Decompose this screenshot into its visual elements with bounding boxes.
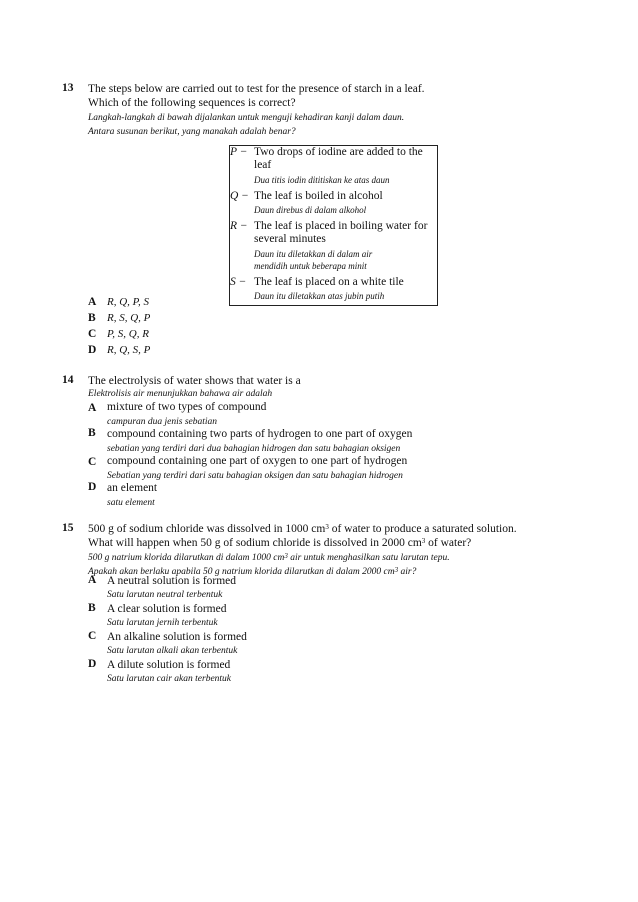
- option-text: R, Q, S, P: [107, 344, 151, 356]
- option-text-my: sebatian yang terdiri dari dua bahagian hidrogen dan satu bahagian oksigen: [107, 444, 401, 454]
- option-text-my: campuran dua jenis sebatian: [107, 417, 218, 427]
- option-text-en: mixture of two types of compound: [107, 401, 267, 413]
- step-text-en: Two drops of iodine are added to the: [254, 146, 423, 158]
- stem-my-line: Elektrolisis air menunjukkan bahawa air adalah: [88, 389, 273, 399]
- option-label: C: [88, 630, 97, 642]
- option-label: B: [88, 312, 96, 324]
- option-label: D: [88, 481, 97, 493]
- option-text: P, S, Q, R: [107, 328, 149, 340]
- question-stem: [88, 82, 588, 138]
- question-stem: [88, 374, 588, 400]
- question-number: 13: [62, 82, 74, 94]
- step-label: Q −: [230, 190, 249, 202]
- option-label: A: [88, 574, 97, 586]
- step-text-my: Daun direbus di dalam alkohol: [254, 205, 367, 215]
- step-row: [230, 186, 438, 216]
- step-label: P −: [230, 146, 248, 158]
- step-label: R −: [230, 220, 248, 232]
- stem-my-line: Langkah-langkah di bawah dijalankan untuk menguji kehadiran kanji dalam daun.: [88, 113, 405, 123]
- option-label: D: [88, 344, 97, 356]
- option-text-en: compound containing two parts of hydrogen to one part of oxygen: [107, 428, 413, 440]
- option-label: A: [88, 402, 97, 414]
- stem-my-line: Apakah akan berlaku apabila 50 g natrium klorida dilarutkan di dalam 2000 $cm^3$ air?: [88, 566, 417, 577]
- option-text-my: Sebatian yang terdiri dari satu bahagian oksigen dan satu bahagian hidrogen: [107, 471, 403, 481]
- option-label: B: [88, 602, 96, 614]
- step-row: [230, 272, 438, 306]
- stem-en-line: The electrolysis of water shows that water is a: [88, 375, 301, 387]
- option-text: R, Q, P, S: [107, 296, 149, 308]
- step-row: [230, 146, 438, 187]
- stem-en-line: Which of the following sequences is correct?: [88, 97, 296, 109]
- option-text-my: Satu larutan jernih terbentuk: [107, 618, 218, 628]
- option-text-en: compound containing one part of oxygen to one part of hydrogen: [107, 455, 408, 467]
- stem-en-line: What will happen when 50 g of sodium chloride is dissolved in 2000 $cm^3$ of water?: [88, 537, 472, 549]
- step-text-en: several minutes: [254, 233, 326, 245]
- step-text-en: The leaf is placed in boiling water for: [254, 220, 428, 232]
- option-label: D: [88, 658, 97, 670]
- step-text-en: The leaf is placed on a white tile: [254, 276, 404, 288]
- question-stem: [88, 522, 588, 578]
- option-text-my: satu element: [107, 498, 155, 508]
- question-number: 15: [62, 522, 74, 534]
- step-text-my: mendidih untuk beberapa minit: [254, 261, 367, 271]
- option-text-en: A neutral solution is formed: [107, 575, 237, 587]
- stem-my-line: 500 g natrium klorida dilarutkan di dalam 1000 $cm^3$ air untuk menghasilkan satu larutan tepu.: [88, 552, 450, 563]
- stem-my-line: Antara susunan berikut, yang manakah adalah benar?: [88, 127, 296, 137]
- option-text-en: an element: [107, 482, 158, 494]
- question-number: 14: [62, 374, 74, 386]
- stem-en-line: The steps below are carried out to test for the presence of starch in a leaf.: [88, 83, 425, 95]
- option-label: B: [88, 427, 96, 439]
- option-label: A: [88, 296, 97, 308]
- stem-en-line: 500 g of sodium chloride was dissolved in 1000 $cm^3$ of water to produce a saturated solution.: [88, 523, 517, 535]
- option-label: C: [88, 328, 97, 340]
- option-text: R, S, Q, P: [107, 312, 151, 324]
- option-label: C: [88, 456, 97, 468]
- option-text-en: A dilute solution is formed: [107, 659, 231, 671]
- step-row: [230, 216, 438, 272]
- option-text-my: Satu larutan neutral terbentuk: [107, 590, 223, 600]
- step-text-my: Daun itu diletakkan di dalam air: [254, 249, 373, 259]
- step-label: S −: [230, 276, 247, 288]
- option-text-en: A clear solution is formed: [107, 603, 227, 615]
- step-text-my: Dua titis iodin dititiskan ke atas daun: [254, 175, 390, 185]
- steps-box: [229, 145, 438, 306]
- step-text-my: Daun itu diletakkan atas jubin putih: [254, 291, 385, 301]
- option-text-en: An alkaline solution is formed: [107, 631, 247, 643]
- option-text-my: Satu larutan cair akan terbentuk: [107, 674, 232, 684]
- option-text-my: Satu larutan alkali akan terbentuk: [107, 646, 238, 656]
- step-text-en: The leaf is boiled in alcohol: [254, 190, 383, 202]
- step-text-en: leaf: [254, 159, 272, 171]
